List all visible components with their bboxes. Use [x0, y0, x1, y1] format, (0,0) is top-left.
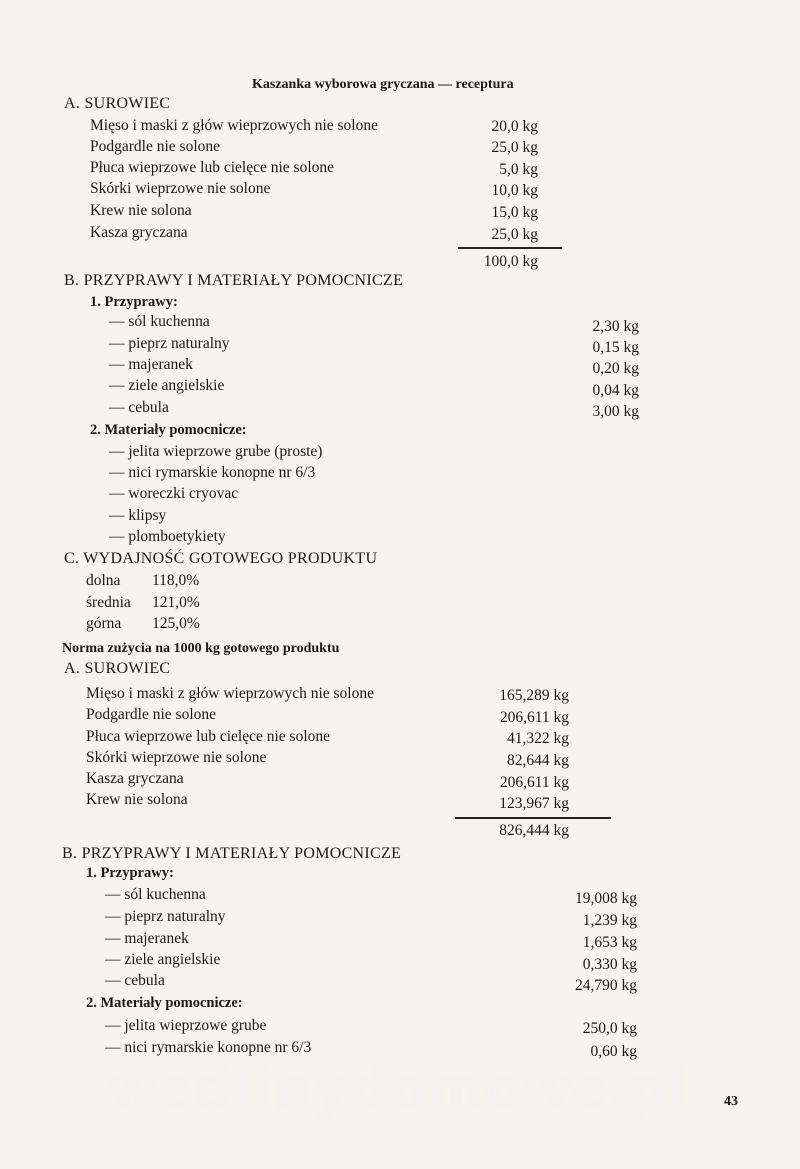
norm-heading: Norma zużycia na 1000 kg gotowego produktu	[62, 641, 340, 656]
list-item: — sól kuchenna	[109, 313, 210, 330]
list-item-qty: 1,653 kg	[582, 934, 637, 951]
list-item-qty: 0,60 kg	[590, 1043, 637, 1060]
list-item-qty: 206,611 kg	[499, 774, 569, 791]
list-item-qty: 25,0 kg	[491, 226, 538, 243]
subsection-heading: 2. Materiały pomocnicze:	[90, 422, 247, 438]
list-item: Krew nie solona	[90, 202, 192, 219]
list-item-qty: 15,0 kg	[491, 204, 538, 221]
list-item-qty: 24,790 kg	[575, 977, 637, 994]
list-item: — jelita wieprzowe grube (proste)	[109, 443, 323, 460]
section-heading-raw: A. SUROWIEC	[64, 660, 171, 677]
yield-label: górna	[86, 615, 122, 632]
section-heading-yield: C. WYDAJNOŚĆ GOTOWEGO PRODUKTU	[64, 550, 378, 567]
list-item-qty: 2,30 kg	[592, 318, 639, 335]
list-item: — cebula	[105, 972, 165, 989]
yield-value: 121,0%	[152, 594, 200, 611]
page-title: Kaszanka wyborowa gryczana — receptura	[252, 77, 514, 92]
list-item: — woreczki cryovac	[109, 485, 239, 502]
list-item: Podgardle nie solone	[90, 138, 221, 155]
list-item-qty: 250,0 kg	[582, 1020, 637, 1037]
list-item: — klipsy	[109, 507, 167, 524]
list-item: — pieprz naturalny	[109, 335, 230, 352]
watermark: wedlinydomowe.pl	[110, 1056, 690, 1121]
list-item: — sól kuchenna	[105, 886, 206, 903]
page-number: 43	[724, 1094, 738, 1109]
total-rule	[458, 247, 562, 249]
list-item-qty: 1,239 kg	[582, 912, 637, 929]
list-item-qty: 0,04 kg	[592, 382, 639, 399]
yield-label: średnia	[86, 594, 131, 611]
list-item: Kasza gryczana	[90, 224, 188, 241]
list-item: — cebula	[109, 399, 169, 416]
list-item: — ziele angielskie	[109, 377, 225, 394]
list-item: — pieprz naturalny	[105, 908, 226, 925]
total-rule	[455, 817, 611, 819]
list-item: Podgardle nie solone	[86, 706, 217, 723]
list-item: Skórki wieprzowe nie solone	[90, 180, 271, 197]
list-item: Krew nie solona	[86, 791, 188, 808]
list-item-qty: 41,322 kg	[507, 730, 569, 747]
list-item: — ziele angielskie	[105, 951, 221, 968]
raw-total: 100,0 kg	[483, 253, 538, 270]
list-item: Płuca wieprzowe lub cielęce nie solone	[90, 159, 335, 176]
list-item-qty: 19,008 kg	[575, 890, 637, 907]
yield-value: 125,0%	[152, 615, 200, 632]
list-item-qty: 3,00 kg	[592, 403, 639, 420]
list-item: — nici rymarskie konopne nr 6/3	[109, 464, 316, 481]
list-item: — plomboetykiety	[109, 528, 226, 545]
list-item: — majeranek	[109, 356, 193, 373]
list-item: Mięso i maski z głów wieprzowych nie solone	[86, 685, 374, 702]
list-item: Skórki wieprzowe nie solone	[86, 749, 267, 766]
list-item-qty: 206,611 kg	[499, 709, 569, 726]
list-item: Płuca wieprzowe lub cielęce nie solone	[86, 728, 331, 745]
section-heading-spices: B. PRZYPRAWY I MATERIAŁY POMOCNICZE	[64, 272, 404, 289]
list-item-qty: 165,289 kg	[499, 687, 569, 704]
list-item-qty: 5,0 kg	[499, 161, 538, 178]
list-item-qty: 20,0 kg	[491, 118, 538, 135]
list-item: Mięso i maski z głów wieprzowych nie solone	[90, 117, 378, 134]
section-heading-spices: B. PRZYPRAWY I MATERIAŁY POMOCNICZE	[62, 845, 402, 862]
list-item-qty: 0,15 kg	[592, 339, 639, 356]
yield-label: dolna	[86, 572, 121, 589]
list-item-qty: 10,0 kg	[491, 182, 538, 199]
list-item: — nici rymarskie konopne nr 6/3	[105, 1039, 312, 1056]
list-item: — jelita wieprzowe grube	[105, 1017, 267, 1034]
subsection-heading: 1. Przyprawy:	[86, 865, 174, 881]
yield-value: 118,0%	[152, 572, 200, 589]
list-item-qty: 82,644 kg	[507, 752, 569, 769]
subsection-heading: 2. Materiały pomocnicze:	[86, 995, 243, 1011]
list-item: — majeranek	[105, 930, 189, 947]
list-item: Kasza gryczana	[86, 770, 184, 787]
list-item-qty: 25,0 kg	[491, 139, 538, 156]
section-heading-raw: A. SUROWIEC	[64, 95, 171, 112]
subsection-heading: 1. Przyprawy:	[90, 294, 178, 310]
list-item-qty: 0,20 kg	[592, 360, 639, 377]
list-item-qty: 123,967 kg	[499, 795, 569, 812]
list-item-qty: 0,330 kg	[582, 956, 637, 973]
raw-total: 826,444 kg	[499, 822, 569, 839]
